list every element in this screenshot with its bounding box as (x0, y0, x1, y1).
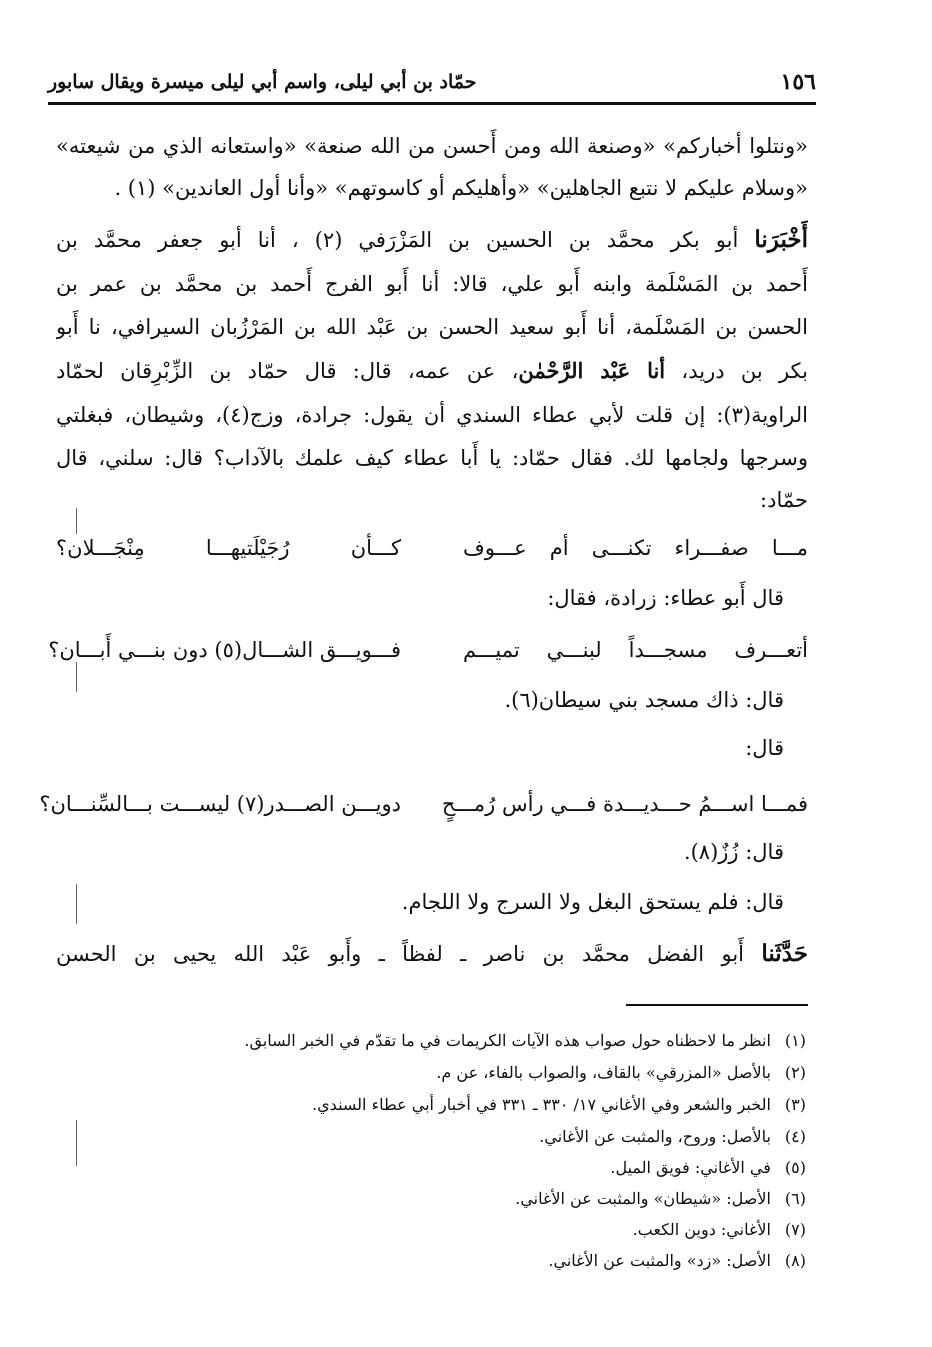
footnote-text: بالأصل: وروح، والمثبت عن الأغاني. (539, 1127, 771, 1146)
footnote-text: في الأغاني: فويق الميل. (610, 1158, 771, 1177)
footnote (610, 1153, 806, 1183)
footnote-number: (٥) (784, 1158, 806, 1177)
footnote (548, 1246, 806, 1276)
narrator-name: أنا عَبْد الرَّحْمٰن (518, 358, 666, 383)
footnote (244, 1026, 806, 1056)
page-header (48, 64, 816, 100)
transmission-keyword: أَخْبَرَنا (754, 226, 808, 253)
margin-mark (76, 1120, 77, 1166)
text-segment: بكر بن دريد، (665, 359, 808, 383)
text-segment: أبو بكر محمَّد بن الحسين بن المَزْرَفي (٢) ، أنا أبو جعفر محمَّد بن (56, 228, 755, 252)
first-hemistich: مـــا صفـــراء تكنـــى أم عـــوف (463, 536, 808, 560)
margin-mark (76, 884, 77, 924)
text-line: الحسن بن المَسْلَمة، أنا أَبو سعيد الحسن بن عَبْد الله بن المَرْزُبان السيرافي، نا أَبو (56, 315, 808, 339)
footnote (633, 1215, 806, 1245)
second-hemistich: فـــويـــق الشـــال(٥) دون بنـــي أَبـــان؟ (48, 638, 401, 662)
text-line: «ونتلوا أخباركم» «وصنعة الله ومن أَحسن من الله صنعة» «واستعانه الذي من شيعته» (56, 134, 808, 158)
footnote (539, 1122, 806, 1152)
verse-line (39, 782, 808, 826)
second-hemistich: كـــأن رُجَيْلَتيهـــا مِنْجَـــلان؟ (56, 536, 401, 560)
footnote-text: الأغاني: دوين الكعب. (632, 1220, 771, 1239)
header-rule (48, 102, 816, 105)
text-line: وسرجها ولجامها لك. فقال حمّاد: يا أَبا عطاء كيف علمك بالآداب؟ قال: سلني، قال (56, 446, 808, 470)
text-line: الراوية(٣): إن قلت لأبي عطاء السندي أن يقول: جرادة، وزج(٤)، وشيطان، فبغلتي (56, 403, 808, 427)
text-line: «وسلام عليكم لا نتبع الجاهلين» «وأهليكم أو كاسوتهم» «وأنا أول العاندين» (١) . (114, 176, 808, 200)
page-number: ١٥٦ (780, 69, 816, 95)
text-line: أَحمد بن المَسْلَمة وابنه أَبو علي، قالا: أنا أَبو الفرج أَحمد بن محمَّد بن عمر بن (56, 272, 808, 296)
footnote (312, 1090, 806, 1120)
footnote-number: (٢) (784, 1063, 806, 1082)
footnote-text: بالأصل «المزرقي» بالقاف، والصواب بالفاء، عن م. (436, 1063, 771, 1082)
footnote-text: انظر ما لاحظناه حول صواب هذه الآيات الكريمات في ما تقدّم في الخبر السابق. (244, 1031, 771, 1050)
dialogue-line: قال: (745, 736, 784, 760)
dialogue-line: قال أَبو عطاء: زرادة، فقال: (547, 586, 784, 610)
dialogue-line: قال: فلم يستحق البغل ولا السرج ولا اللجام. (401, 890, 784, 914)
text-line: حمّاد: (760, 488, 808, 512)
footnote (515, 1184, 806, 1214)
text-segment: ، عن عمه، قال: قال حمّاد بن الزِّبْرِقان لحمّاد (56, 359, 519, 383)
transmission-keyword: حَدَّثَنا (761, 940, 808, 967)
verse-line (56, 526, 808, 570)
footnote-text: الخبر والشعر وفي الأغاني ١٧/ ٣٣٠ ـ ٣٣١ في أخبار أبي عطاء السندي. (312, 1095, 771, 1114)
footnote (436, 1058, 806, 1088)
text-line (56, 218, 808, 262)
footnote-text: الأصل: «زد» والمثبت عن الأغاني. (548, 1251, 771, 1270)
footnote-number: (٤) (784, 1127, 806, 1146)
verse-line (48, 628, 808, 672)
dialogue-line: قال: زُزٌ(٨). (683, 840, 784, 864)
footnote-number: (١) (784, 1031, 806, 1050)
footnote-text: الأصل: «شيطان» والمثبت عن الأغاني. (515, 1189, 771, 1208)
first-hemistich: فمـــا اســـمُ حـــديـــدة فـــي رأس رُمـــحٍ (441, 792, 808, 816)
running-title: حمّاد بن أبي ليلى، واسم أبي ليلى ميسرة ويقال سابور (48, 71, 477, 93)
footnote-number: (٦) (784, 1189, 806, 1208)
text-line (56, 932, 808, 976)
second-hemistich: دويـــن الصـــدر(٧) ليســـت بـــالسِّنـــان؟ (39, 792, 401, 816)
first-hemistich: أتعـــرف مسجـــداً لبنـــي تميـــم (463, 638, 808, 662)
footnote-number: (٨) (784, 1251, 806, 1270)
text-line (56, 349, 808, 393)
footnote-number: (٧) (784, 1220, 806, 1239)
text-segment: أَبو الفضل محمَّد بن ناصر ـ لفظاً ـ وأَبو عَبْد الله يحيى بن الحسن (56, 942, 762, 966)
footnote-separator (626, 1004, 808, 1006)
margin-mark (76, 662, 77, 692)
footnote-number: (٣) (784, 1095, 806, 1114)
dialogue-line: قال: ذاك مسجد بني سيطان(٦). (504, 688, 784, 712)
